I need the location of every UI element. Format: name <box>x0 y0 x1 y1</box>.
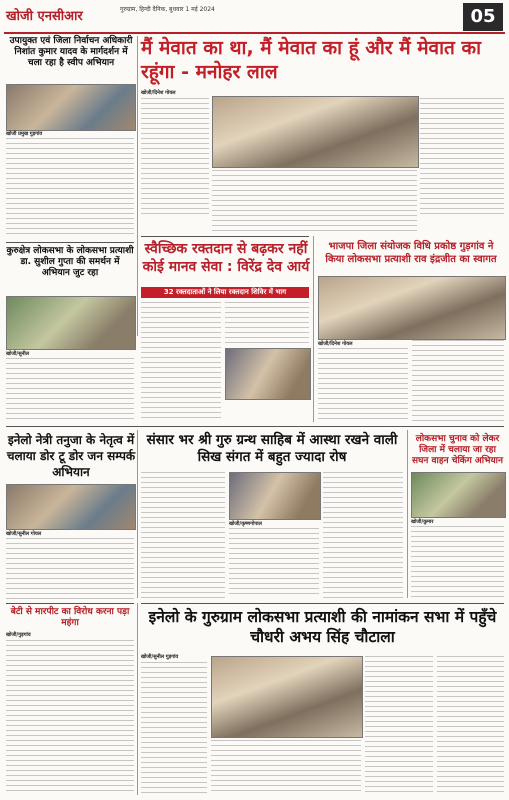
bottom-body-col1 <box>141 662 207 795</box>
sikh-body-col3 <box>323 472 403 598</box>
column-divider <box>137 430 138 598</box>
blood-body-col1 <box>141 302 221 420</box>
sikh-byline: खोजी/कृष्णगोपाल <box>229 521 262 527</box>
dateline: गुरुग्राम, हिन्दी दैनिक, बुधवार 1 मई 2024 <box>120 6 215 13</box>
masthead <box>0 0 509 34</box>
sikh-sangat-photo <box>229 472 321 520</box>
sikh-body-col2 <box>229 528 319 598</box>
column-divider <box>137 36 138 336</box>
left-mid-headline: कुरुक्षेत्र लोकसभा के लोकसभा प्रत्याशी डा. सुशील गुप्ता की समर्थन में अभियान जुट रहा <box>6 246 134 278</box>
divider <box>6 242 134 243</box>
daughter-headline: बेटी से मारपीट का विरोध करना पड़ा महंगा <box>10 607 130 628</box>
newspaper-logo: खोजी एनसीआर <box>6 9 83 24</box>
left-mid-body <box>6 358 134 422</box>
vehicle-byline: खोजी/कुमार <box>411 519 434 525</box>
column-divider <box>313 236 314 422</box>
bjp-body-col2 <box>412 340 504 422</box>
main-body-under-photo <box>212 170 417 232</box>
main-body-col1 <box>141 98 209 218</box>
bjp-body-col1 <box>318 348 408 422</box>
main-body-col4 <box>420 98 504 218</box>
page-number: 05 <box>463 3 503 31</box>
blood-donation-headline: स्वैच्छिक रक्तदान से बढ़कर नहीं कोई मानव सेवा : विरेंद्र देव आर्य <box>142 241 310 275</box>
left-top-headline: उपायुक्त एवं जिला निर्वाचन अधिकारी निशांत कुमार यादव के मार्गदर्शन में चला रहा है स्वीप अभियान <box>9 36 133 68</box>
sikh-body-col1 <box>141 472 225 598</box>
bottom-headline: इनेलो के गुरुग्राम लोकसभा प्रत्याशी की नामांकन सभा में पहुँचे चौधरी अभय सिंह चौटाला <box>148 608 497 646</box>
sikh-headline: संसार भर श्री गुरु ग्रन्थ साहिब में आस्था रखने वाली सिख संगत में बहुत ज्यादा रोष <box>146 432 398 465</box>
vehicle-body <box>411 526 504 598</box>
blood-camp-photo <box>225 348 311 400</box>
divider <box>141 236 309 237</box>
bjp-byline: खोजी/दिनेश गोयल <box>318 341 353 347</box>
blood-donation-strip: 32 रक्तदाताओं ने लिया रक्तदान शिविर में भाग <box>141 287 309 298</box>
left-top-body <box>6 138 134 238</box>
left-top-byline: खोजी प्रमुख गुड़गांव <box>6 131 43 137</box>
vehicle-check-photo <box>411 472 506 518</box>
main-headline: मैं मेवात का था, मैं मेवात का हूं और मैं मेवात का रहूंगा - मनोहर लाल <box>141 37 481 83</box>
bottom-body-col3 <box>365 656 433 795</box>
divider <box>141 603 504 604</box>
bottom-byline: खोजी/सुनील गुड़गांव <box>141 654 179 660</box>
main-byline: खोजी/दिनेश गोयल <box>141 90 176 96</box>
vehicle-check-headline: लोकसभा चुनाव को लेकर जिला में चलाया जा रहा सघन वाहन चेकिंग अभियान <box>411 434 503 466</box>
inelo-door-body <box>6 538 134 600</box>
daughter-body <box>6 640 134 795</box>
blood-body-col2 <box>225 302 309 346</box>
door-to-door-photo <box>6 484 136 530</box>
column-divider <box>407 430 408 598</box>
left-mid-byline: खोजी/सुनील <box>6 351 30 357</box>
divider <box>6 426 504 427</box>
inelo-door-headline: इनेलो नेत्री तनुजा के नेतृत्व में चलाया डोर टू डोर जन सम्पर्क अभियान <box>6 433 136 479</box>
bjp-headline: भाजपा जिला संयोजक विधि प्रकोष्ठ गुड़गांव ने किया लोकसभा प्रत्याशी राव इंद्रजीत का स्वागत <box>325 241 497 265</box>
inelo-door-byline: खोजी/सुनील गोयल <box>6 531 42 537</box>
column-divider <box>137 603 138 795</box>
manohar-lal-stage-photo <box>212 96 419 168</box>
chautala-nomination-photo <box>211 656 363 738</box>
bottom-body-col4 <box>437 656 504 795</box>
voter-awareness-photo <box>6 84 136 131</box>
masthead-rule <box>4 32 505 34</box>
daughter-byline: खोजी/गुड़गांव <box>6 632 31 638</box>
campaign-photo <box>6 296 136 350</box>
divider <box>6 603 134 604</box>
rao-inderjit-welcome-photo <box>318 276 506 340</box>
bottom-body-under-photo <box>211 740 361 795</box>
